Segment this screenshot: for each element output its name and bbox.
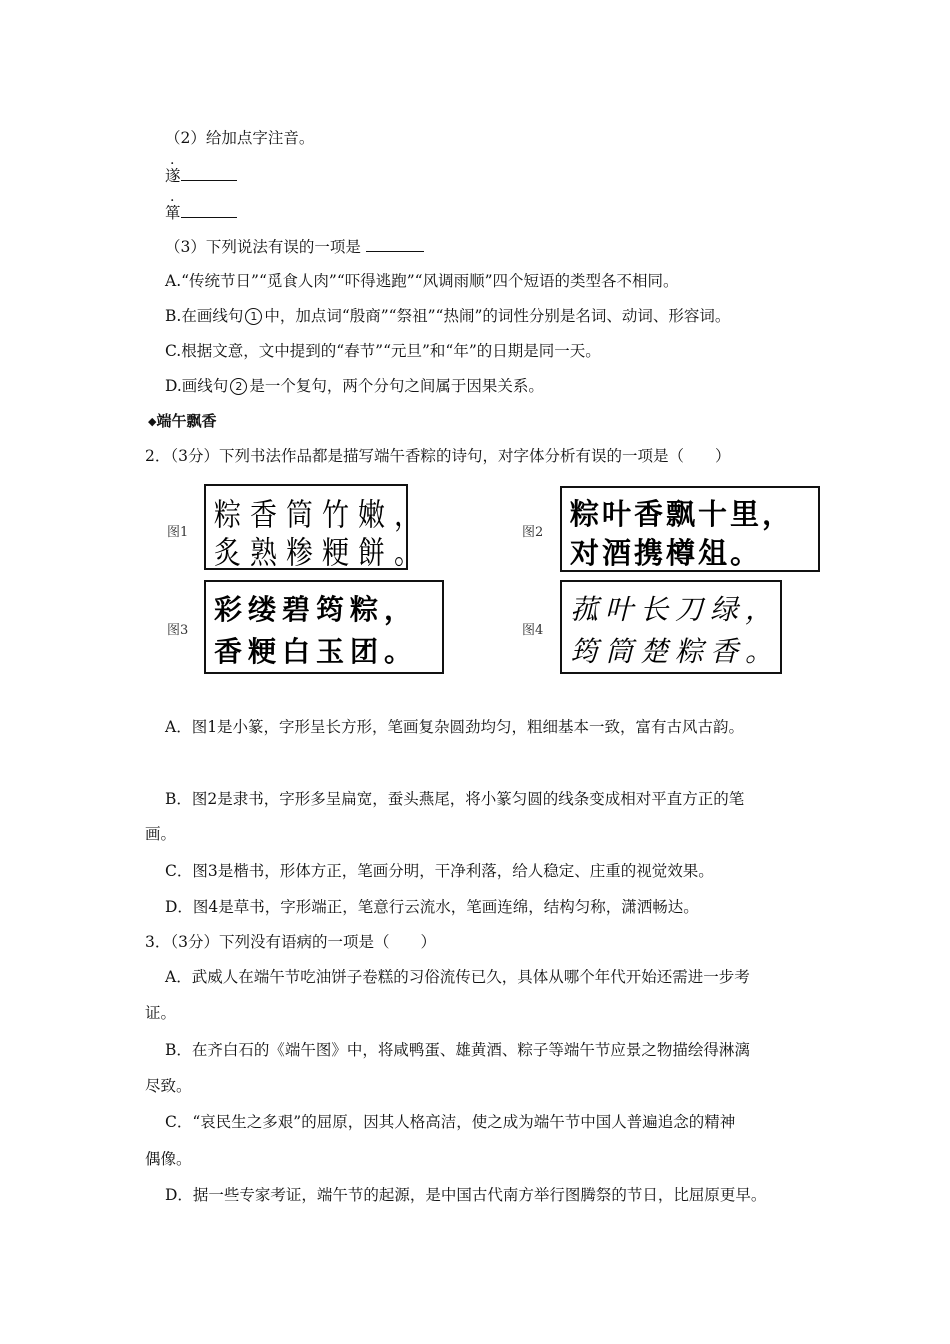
q1-option-b-pre: B.在画线句 xyxy=(165,307,244,325)
figure-2-label: 图2 xyxy=(522,525,544,540)
circled-number-1: 1 xyxy=(245,308,262,325)
section-title: 端午飘香 xyxy=(156,412,217,430)
q1-sub2-prompt: （2）给加点字注音。 xyxy=(165,129,315,147)
q1-item-2 xyxy=(165,203,237,223)
answer-blank xyxy=(366,237,424,252)
q3-option-d: D．据一些专家考证，端午节的起源，是中国古代南方举行图腾祭的节日，比屈原更早。 xyxy=(165,1186,767,1204)
figure-4-label: 图4 xyxy=(522,623,544,638)
figure-3-line-1: 彩缕碧筠粽， xyxy=(214,593,419,626)
q1-option-a: A.“传统节日”“觅食人肉”“吓得逃跑”“风调雨顺”四个短语的类型各不相同。 xyxy=(165,272,679,290)
q3-option-b-line-2: 尽致。 xyxy=(145,1077,192,1095)
q1-option-d xyxy=(165,376,544,396)
answer-blank xyxy=(181,166,237,181)
calligraphy-figure-1 xyxy=(204,484,430,572)
dotted-char: 遂 xyxy=(165,167,181,185)
q2-option-b-line-2: 画。 xyxy=(145,825,177,843)
figure-1-label: 图1 xyxy=(167,525,189,540)
q2-stem: 2．（3分）下列书法作品都是描写端午香粽的诗句，对字体分析有误的一项是（ ） xyxy=(145,447,731,465)
figure-2-line-2: 对酒携樽俎。 xyxy=(570,536,763,570)
figure-4-line-1: 菰叶长刀绿， xyxy=(570,593,781,626)
q1-option-d-pre: D.画线句 xyxy=(165,377,229,395)
answer-blank xyxy=(181,203,237,218)
q1-sub3-text: （3）下列说法有误的一项是 xyxy=(165,238,361,256)
figure-1-line-2: 炙熟糁粳餅。 xyxy=(214,536,430,572)
figure-1-line-1: 粽香筒竹嫩， xyxy=(214,498,430,534)
q2-option-d: D．图4是草书，字形端正，笔意行云流水，笔画连绵，结构匀称，潇洒畅达。 xyxy=(165,898,699,916)
q3-option-c-line-2: 偶像。 xyxy=(145,1150,192,1168)
diamond-bullet-icon: ◆ xyxy=(148,415,157,428)
calligraphy-figure-2 xyxy=(560,486,820,572)
figure-3-line-2: 香粳白玉团。 xyxy=(214,635,419,668)
dotted-char: 箪 xyxy=(165,204,181,222)
section-header xyxy=(148,411,216,432)
figure-4-line-2: 筠筒楚粽香。 xyxy=(570,635,781,668)
q1-option-d-post: 是一个复句，两个分句之间属于因果关系。 xyxy=(249,377,544,395)
q3-option-c-line-1: C．“哀民生之多艰”的屈原，因其人格高洁，使之成为端午节中国人普遍追念的精神 xyxy=(165,1113,736,1131)
q3-option-a-line-1: A．武威人在端午节吃油饼子卷糕的习俗流传已久，具体从哪个年代开始还需进一步考 xyxy=(165,968,750,986)
calligraphy-figure-4 xyxy=(560,580,782,674)
circled-number-2: 2 xyxy=(230,378,247,395)
q2-option-c: C．图3是楷书，形体方正，笔画分明，干净利落，给人稳定、庄重的视觉效果。 xyxy=(165,862,714,880)
q3-stem: 3．（3分）下列没有语病的一项是（ ） xyxy=(145,933,436,951)
q3-option-b-line-1: B．在齐白石的《端午图》中，将咸鸭蛋、雄黄酒、粽子等端午节应景之物描绘得淋漓 xyxy=(165,1041,750,1059)
figure-2-line-1: 粽叶香飘十里， xyxy=(570,497,795,531)
q1-option-b-post: 中，加点词“殷商”“祭祖”“热闹”的词性分别是名词、动词、形容词。 xyxy=(264,307,731,325)
q1-item-1 xyxy=(165,166,237,186)
q2-option-b-line-1: B．图2是隶书，字形多呈扁宽，蚕头燕尾，将小篆匀圆的线条变成相对平直方正的笔 xyxy=(165,790,745,808)
calligraphy-figure-3 xyxy=(204,580,444,674)
q1-option-b xyxy=(165,306,730,326)
q2-option-a: A．图1是小篆，字形呈长方形，笔画复杂圆劲均匀，粗细基本一致，富有古风古韵。 xyxy=(165,718,745,736)
q1-option-c: C.根据文意，文中提到的“春节”“元旦”和“年”的日期是同一天。 xyxy=(165,342,601,360)
q3-option-a-line-2: 证。 xyxy=(145,1004,177,1022)
q1-sub3-prompt xyxy=(165,237,424,257)
figure-3-label: 图3 xyxy=(167,623,189,638)
